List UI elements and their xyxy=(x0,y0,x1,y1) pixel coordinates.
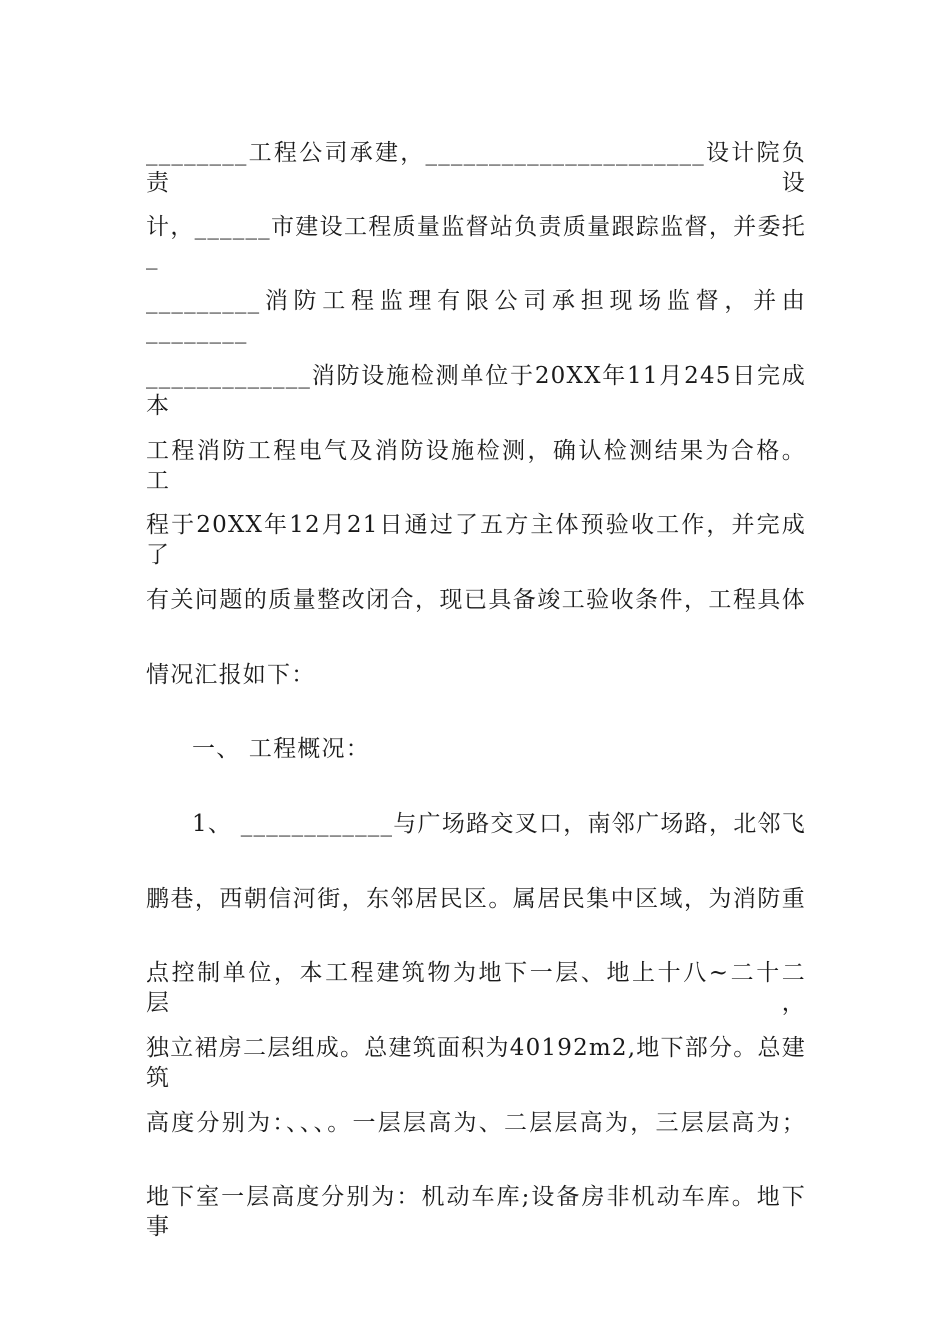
body-text-line: ________工程公司承建，______________________设计院负责设 xyxy=(146,140,806,196)
body-text-line: 有关问题的质量整改闭合，现已具备竣工验收条件，工程具体 xyxy=(146,587,806,613)
body-text-line: 地下室一层高度分别为：机动车库;设备房非机动车库。地下事 xyxy=(146,1184,806,1240)
body-text-line: 点控制单位，本工程建筑物为地下一层、地上十八~二十二层， xyxy=(146,960,806,1016)
body-text-line: 独立裙房二层组成。总建筑面积为40192m2,地下部分。总建筑 xyxy=(146,1035,806,1091)
body-text-line: _____________消防设施检测单位于20XX年11月245日完成本 xyxy=(146,363,806,419)
body-text-line: 工程消防工程电气及消防设施检测，确认检测结果为合格。 工 xyxy=(146,438,806,494)
body-text-line: 高度分别为：、、、。一层层高为、二层层高为，三层层高为； xyxy=(146,1110,806,1136)
body-text-line: 计，______市建设工程质量监督站负责质量跟踪监督，并委托_ xyxy=(146,214,806,270)
section-heading: 一、 工程概况： xyxy=(192,736,370,762)
body-text-line: 1、 ____________与广场路交叉口，南邻广场路，北邻飞 xyxy=(192,811,806,837)
body-text-line: 鹏巷，西朝信河街，东邻居民区。属居民集中区域，为消防重 xyxy=(146,886,806,912)
body-text-line: 程于20XX年12月21日通过了五方主体预验收工作，并完成了 xyxy=(146,512,806,568)
body-text-line: _________消防工程监理有限公司承担现场监督，并由________ xyxy=(146,288,806,344)
body-text-line: 情况汇报如下： xyxy=(146,662,316,688)
